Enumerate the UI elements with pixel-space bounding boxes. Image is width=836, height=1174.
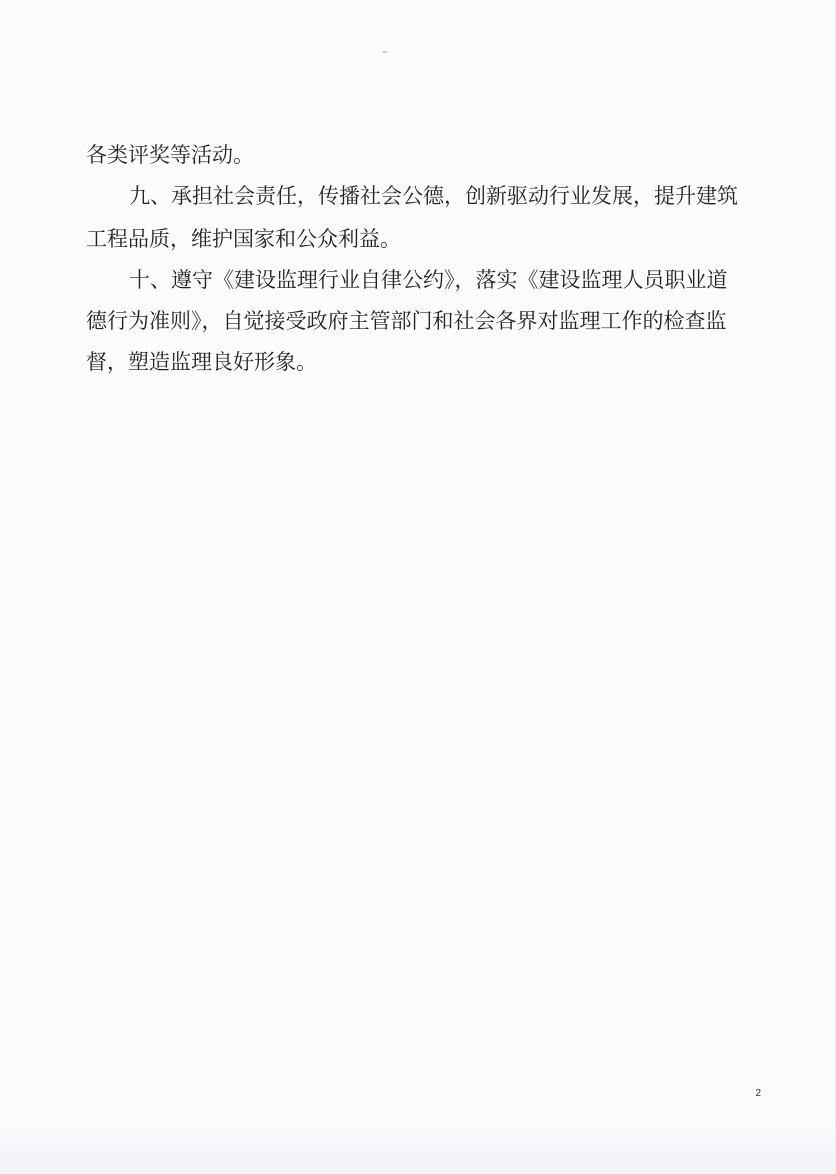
item-ten-line-1: 十、遵守《建设监理行业自律公约》，落实《建设监理人员职业道 (129, 268, 728, 292)
page-number: 2 (755, 1088, 761, 1099)
item-nine-line-1: 九、承担社会责任，传播社会公德，创新驱动行业发展，提升建筑 (129, 184, 738, 208)
paragraph-continuation-line: 各类评奖等活动。 (86, 143, 254, 167)
item-nine-line-2: 工程品质，维护国家和公众利益。 (86, 227, 401, 251)
item-ten-line-3: 督，塑造监理良好形象。 (86, 350, 317, 374)
item-ten-line-2: 德行为准则》，自觉接受政府主管部门和社会各界对监理工作的检查监 (86, 309, 727, 333)
